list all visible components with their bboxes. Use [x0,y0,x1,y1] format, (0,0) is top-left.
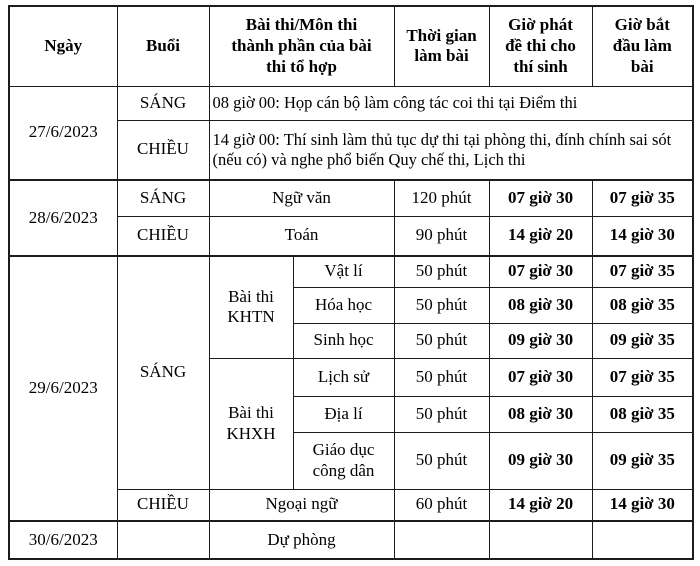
note-cell-27-afternoon: 14 giờ 00: Thí sinh làm thủ tục dự thi tại phòng thi, đính chính sai sót (nếu có) và nghe phổ biến Quy chế thi, Lịch thi [209,120,693,180]
start-cell-sinh-hoc: 09 giờ 35 [592,323,693,358]
date-cell-28-6: 28/6/2023 [9,180,117,256]
note-cell-du-phong: Dự phòng [209,521,394,559]
header-handout-time: Giờ phát đề thi cho thí sinh [489,6,592,86]
handout-cell-dia-li: 08 giờ 30 [489,396,592,432]
duration-cell-lich-su: 50 phút [394,358,489,396]
start-cell-lich-su: 07 giờ 35 [592,358,693,396]
start-cell-vat-li: 07 giờ 35 [592,256,693,287]
date-cell-29-6: 29/6/2023 [9,256,117,521]
duration-cell-ngu-van: 120 phút [394,180,489,216]
subject-cell-dia-li: Địa lí [293,396,394,432]
subject-cell-gdcd: Giáo dục công dân [293,432,394,489]
session-cell-29-morning: SÁNG [117,256,209,489]
handout-cell-30-empty [489,521,592,559]
subject-cell-sinh-hoc: Sinh học [293,323,394,358]
start-cell-ngoai-ngu: 14 giờ 30 [592,489,693,521]
subject-cell-vat-li: Vật lí [293,256,394,287]
start-cell-ngu-van: 07 giờ 35 [592,180,693,216]
session-cell-28-afternoon: CHIỀU [117,216,209,256]
start-cell-gdcd: 09 giờ 35 [592,432,693,489]
header-exam: Bài thi/Môn thi thành phần của bài thi tổ hợp [209,6,394,86]
handout-cell-sinh-hoc: 09 giờ 30 [489,323,592,358]
start-cell-hoa-hoc: 08 giờ 35 [592,287,693,323]
duration-cell-ngoai-ngu: 60 phút [394,489,489,521]
handout-cell-lich-su: 07 giờ 30 [489,358,592,396]
date-cell-30-6: 30/6/2023 [9,521,117,559]
start-cell-30-empty [592,521,693,559]
duration-cell-hoa-hoc: 50 phút [394,287,489,323]
start-cell-toan: 14 giờ 30 [592,216,693,256]
note-cell-27-morning: 08 giờ 00: Họp cán bộ làm công tác coi thi tại Điểm thi [209,86,693,120]
duration-cell-vat-li: 50 phút [394,256,489,287]
session-cell-29-afternoon: CHIỀU [117,489,209,521]
row-29-vat-li [9,256,693,287]
duration-cell-30-empty [394,521,489,559]
session-cell-27-morning: SÁNG [117,86,209,120]
date-cell-27-6: 27/6/2023 [9,86,117,180]
header-session: Buổi [117,6,209,86]
header-date: Ngày [9,6,117,86]
start-cell-dia-li: 08 giờ 35 [592,396,693,432]
header-start-time: Giờ bắt đầu làm bài [592,6,693,86]
handout-cell-toan: 14 giờ 20 [489,216,592,256]
handout-cell-ngu-van: 07 giờ 30 [489,180,592,216]
subject-cell-toan: Toán [209,216,394,256]
handout-cell-gdcd: 09 giờ 30 [489,432,592,489]
duration-cell-dia-li: 50 phút [394,396,489,432]
subject-cell-lich-su: Lịch sử [293,358,394,396]
duration-cell-toan: 90 phút [394,216,489,256]
row-30-reserve [9,521,693,559]
header-duration: Thời gian làm bài [394,6,489,86]
session-cell-28-morning: SÁNG [117,180,209,216]
session-cell-30-empty [117,521,209,559]
row-27-morning [9,86,693,120]
subject-cell-ngu-van: Ngữ văn [209,180,394,216]
handout-cell-vat-li: 07 giờ 30 [489,256,592,287]
duration-cell-sinh-hoc: 50 phút [394,323,489,358]
session-cell-27-afternoon: CHIỀU [117,120,209,180]
group-cell-khxh: Bài thi KHXH [209,358,293,489]
subject-cell-hoa-hoc: Hóa học [293,287,394,323]
handout-cell-hoa-hoc: 08 giờ 30 [489,287,592,323]
handout-cell-ngoai-ngu: 14 giờ 20 [489,489,592,521]
header-row [9,6,693,86]
subject-cell-ngoai-ngu: Ngoại ngữ [209,489,394,521]
group-cell-khtn: Bài thi KHTN [209,256,293,358]
row-28-morning [9,180,693,216]
duration-cell-gdcd: 50 phút [394,432,489,489]
exam-schedule-table [8,5,694,560]
